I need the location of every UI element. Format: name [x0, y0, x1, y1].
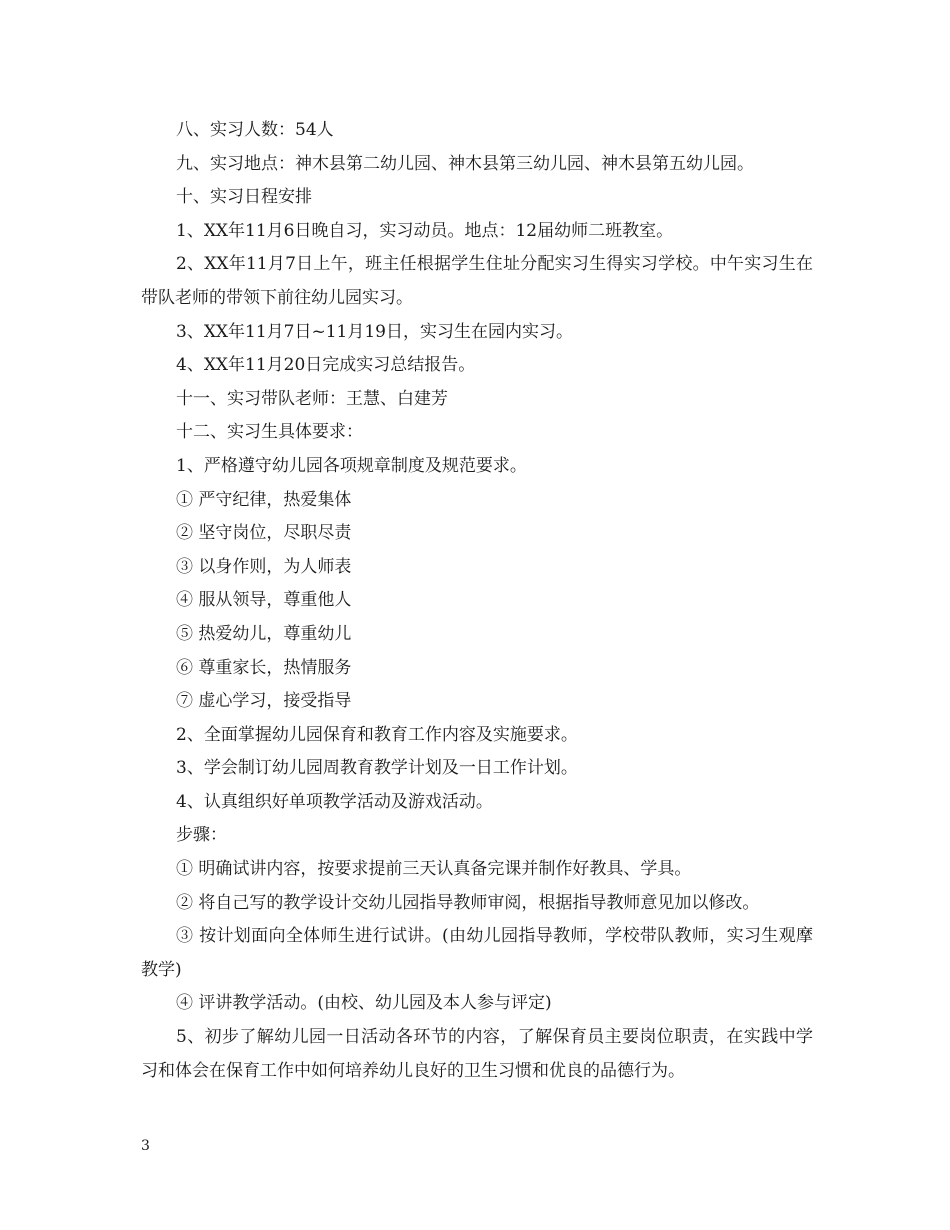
- list-item: ② 将自己写的教学设计交幼儿园指导教师审阅，根据指导教师意见加以修改。: [176, 892, 760, 913]
- paragraph-requirement-1: 1、严格遵守幼儿园各项规章制度及规范要求。: [176, 455, 527, 476]
- paragraph-requirement-3: 3、学会制订幼儿园周教育教学计划及一日工作计划。: [176, 758, 578, 779]
- paragraph-schedule-4: 4、XX年11月20日完成实习总结报告。: [176, 355, 476, 376]
- document-body: [141, 114, 813, 1088]
- paragraph-practice-count: 八、实习人数：54人: [176, 120, 334, 140]
- paragraph-schedule-heading: 十、实习日程安排: [176, 187, 312, 208]
- paragraph-schedule-3: 3、XX年11月7日~11月19日，实习生在园内实习。: [176, 321, 573, 342]
- page-number: 3: [141, 1138, 150, 1154]
- paragraph-practice-location: 九、实习地点：神木县第二幼儿园、神木县第三幼儿园、神木县第五幼儿园。: [176, 153, 754, 174]
- paragraph-steps-heading: 步骤：: [176, 825, 227, 846]
- list-item: ① 明确试讲内容，按要求提前三天认真备完课并制作好教具、学具。: [176, 859, 692, 880]
- list-item: ③ 按计划面向全体师生进行试讲。(由幼儿园指导教师，学校带队教师，实习生观摩教学): [141, 926, 813, 980]
- list-item: ② 坚守岗位，尽职尽责: [176, 523, 352, 544]
- paragraph-schedule-1: 1、XX年11月6日晚自习，实习动员。地点：12届幼师二班教室。: [176, 220, 674, 241]
- list-item: ④ 评讲教学活动。(由校、幼儿园及本人参与评定): [176, 993, 552, 1014]
- list-item: ⑥ 尊重家长，热情服务: [176, 657, 352, 678]
- paragraph-teachers: 十一、实习带队老师：王慧、白建芳: [176, 388, 448, 409]
- list-item: ① 严守纪律，热爱集体: [176, 489, 352, 510]
- list-item: ③ 以身作则，为人师表: [176, 556, 352, 577]
- list-item: ⑤ 热爱幼儿，尊重幼儿: [176, 623, 352, 644]
- paragraph-schedule-2: 2、XX年11月7日上午，班主任根据学生住址分配实习生得实习学校。中午实习生在带队老师的带领下前往幼儿园实习。: [141, 254, 813, 308]
- paragraph-requirement-5: 5、初步了解幼儿园一日活动各环节的内容，了解保育员主要岗位职责，在实践中学习和体会在保育工作中如何培养幼儿良好的卫生习惯和优良的品德行为。: [141, 1027, 813, 1081]
- paragraph-requirements-heading: 十二、实习生具体要求：: [176, 422, 363, 443]
- paragraph-requirement-2: 2、全面掌握幼儿园保育和教育工作内容及实施要求。: [176, 724, 578, 745]
- list-item: ⑦ 虚心学习，接受指导: [176, 691, 352, 712]
- list-item: ④ 服从领导，尊重他人: [176, 590, 352, 611]
- paragraph-requirement-4: 4、认真组织好单项教学活动及游戏活动。: [176, 791, 493, 812]
